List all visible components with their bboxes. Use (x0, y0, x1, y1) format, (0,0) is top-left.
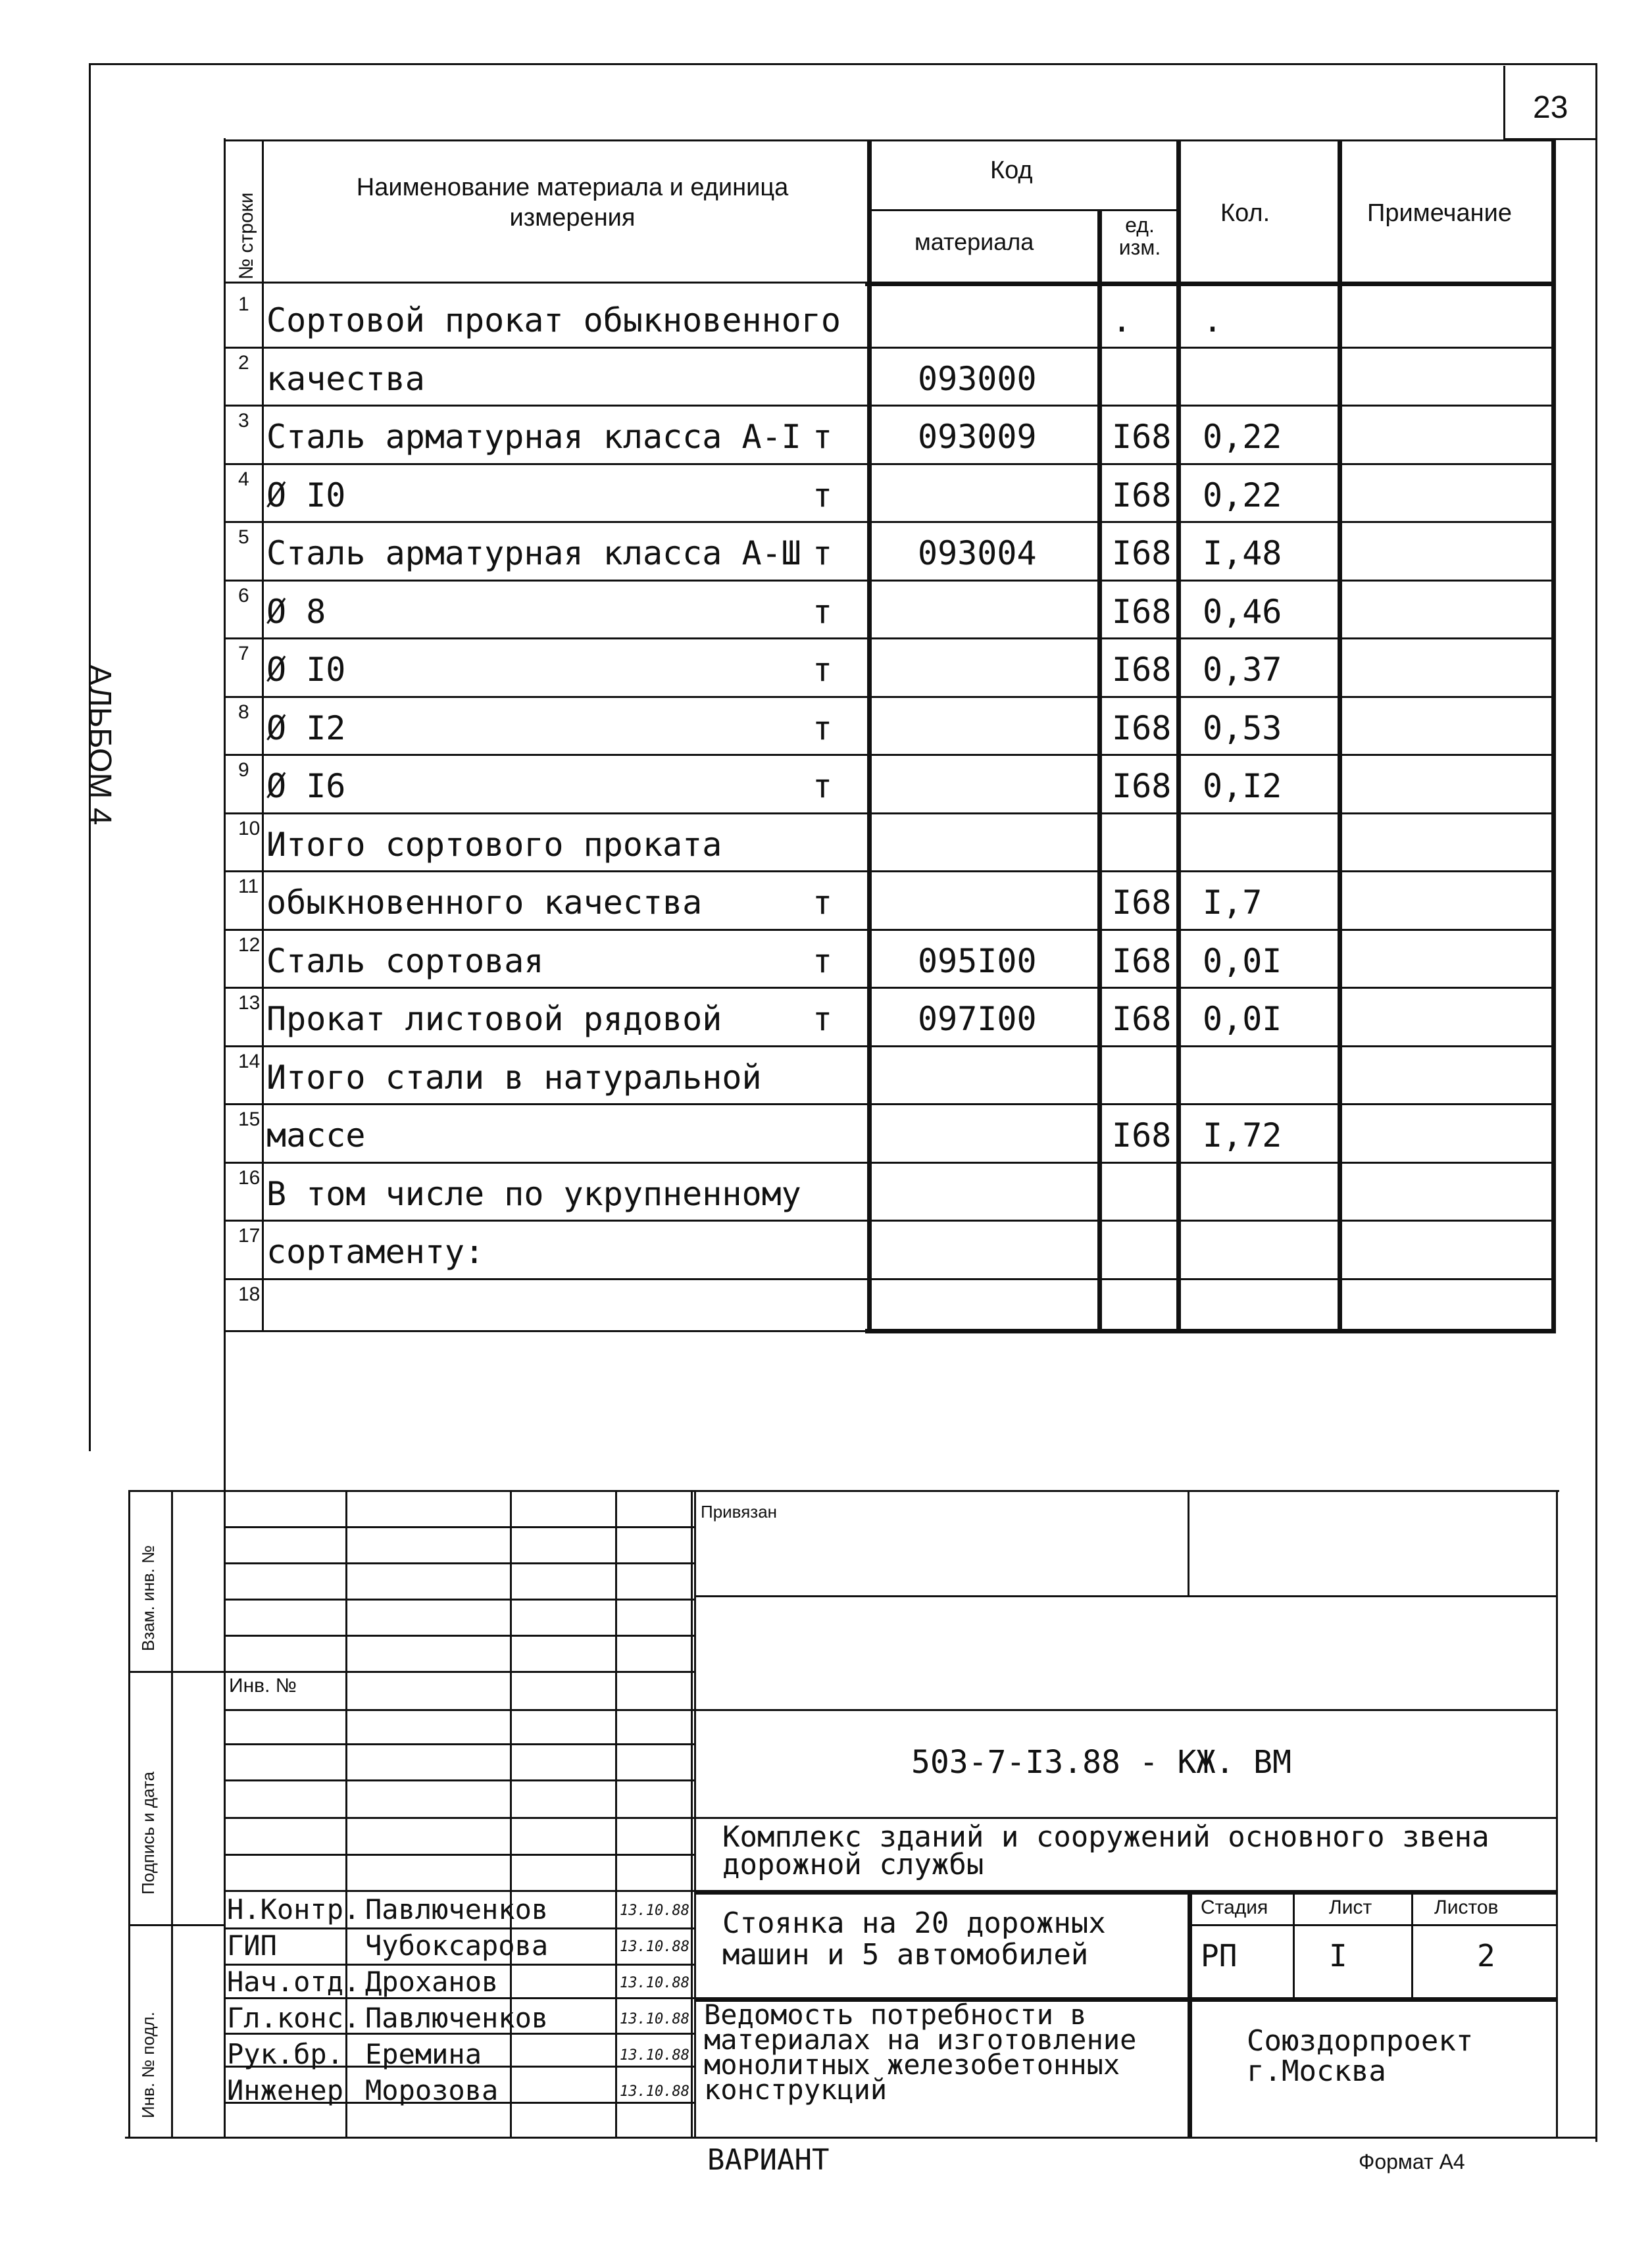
row-divider (224, 987, 1553, 989)
frame-left-inner (224, 138, 226, 2138)
project-title: Комплекс зданий и сооружений основного звена дорожной службы (722, 1820, 1489, 1881)
col-rownum-right (262, 139, 264, 1330)
revision-grid-line (224, 1671, 694, 1673)
row-divider (224, 1162, 1553, 1164)
row-unit-code: I68 (1112, 883, 1172, 922)
row-divider (224, 1045, 1553, 1047)
row-divider (224, 870, 1553, 872)
row-qty: 0,37 (1203, 651, 1282, 689)
table-header-bottom (865, 282, 1556, 286)
tb-col-sheet (1293, 1890, 1295, 1997)
header-unit-code: ед. изм. (1118, 213, 1161, 259)
frame-right (1595, 63, 1597, 2142)
row-number: 15 (238, 1108, 261, 1130)
tb-line-1 (694, 1595, 1556, 1597)
rev-col-d (691, 1490, 693, 2138)
row-number: 17 (238, 1225, 261, 1247)
signer-name: Еремина (365, 2038, 482, 2070)
table-header-bottom-left (224, 282, 868, 284)
row-divider (224, 696, 1553, 698)
revision-grid-line (224, 1526, 694, 1528)
row-unit: т (813, 651, 833, 689)
stage-value: РП (1201, 1938, 1238, 1974)
signer-role: Инженер (227, 2074, 344, 2106)
tb-line-3 (694, 1817, 1556, 1819)
page-number: 23 (1533, 90, 1568, 125)
row-qty: 0,0I (1203, 1000, 1282, 1038)
row-qty: I,7 (1203, 883, 1263, 922)
signer-name: Павлюченков (365, 1893, 549, 1926)
tb-line-4 (694, 1890, 1556, 1895)
signer-role: Н.Контр. (227, 1893, 361, 1926)
rev-col-b (510, 1490, 512, 2138)
header-row-no: № строки (236, 192, 257, 280)
row-unit: т (813, 418, 833, 456)
row-material-code: 093000 (918, 359, 1037, 398)
row-divider (224, 521, 1553, 523)
row-divider (224, 637, 1553, 639)
signer-name: Чубоксарова (365, 1929, 549, 1962)
row-divider (224, 754, 1553, 756)
row-number: 9 (238, 759, 249, 781)
row-divider (224, 812, 1553, 814)
row-name: Итого стали в натуральной (266, 1058, 762, 1097)
row-unit-code: I68 (1112, 418, 1172, 456)
row-unit: т (813, 1000, 833, 1038)
row-material-code: 095I00 (918, 941, 1037, 980)
revision-grid-line (224, 1599, 694, 1601)
row-number: 10 (238, 817, 261, 839)
row-divider (224, 1220, 1553, 1222)
row-qty: 0,53 (1203, 708, 1282, 747)
row-unit-code: I68 (1112, 651, 1172, 689)
tb-right (1556, 1490, 1558, 2138)
row-divider (224, 347, 1553, 349)
stage-label: Стадия (1201, 1897, 1268, 1918)
row-name: сортаменту: (266, 1233, 485, 1271)
row-qty: 0,22 (1203, 476, 1282, 514)
signer-date: 13.10.88 (620, 1975, 689, 1991)
page-number-box-left (1503, 66, 1505, 138)
row-unit: т (813, 767, 833, 805)
row-name: Ø 8 (266, 592, 326, 631)
row-unit: т (813, 534, 833, 572)
doc-code: 503-7-I3.88 - КЖ. ВМ (911, 1744, 1291, 1781)
variant-label: ВАРИАНТ (707, 2143, 830, 2177)
rev-col-c (615, 1490, 617, 2138)
row-name: Итого сортового проката (266, 825, 722, 864)
row-divider (224, 580, 1553, 582)
header-name: Наименование материала и единица измерения (356, 174, 789, 232)
revision-grid-line (224, 1743, 694, 1745)
sheet-label: Лист (1329, 1897, 1372, 1918)
stamp-split-1 (128, 1671, 224, 1673)
row-unit: т (813, 941, 833, 980)
revision-grid-line (224, 1562, 694, 1564)
format-label: Формат А4 (1359, 2150, 1465, 2174)
tb-main-left (694, 1490, 696, 2138)
signer-role: Рук.бр. (227, 2038, 344, 2070)
row-name: обыкновенного качества (266, 883, 703, 922)
row-unit-code: I68 (1112, 708, 1172, 747)
signer-date: 13.10.88 (620, 1902, 689, 1919)
row-unit: т (813, 592, 833, 631)
rev-col-a (345, 1490, 347, 2138)
header-material-code: материала (914, 228, 1034, 255)
col-note-right (1551, 139, 1556, 1331)
tb-stage-header-bottom (1188, 1924, 1556, 1926)
object-title: Стоянка на 20 дорожных машин и 5 автомобилей (722, 1906, 1106, 1972)
row-number: 6 (238, 584, 249, 607)
signer-name: Дроханов (365, 1966, 499, 1998)
row-unit: т (813, 476, 833, 514)
row-unit-code: I68 (1112, 1116, 1172, 1155)
tb-line-5 (694, 1997, 1556, 2002)
revision-grid-line (224, 1817, 694, 1819)
stamp-split-2 (128, 1924, 224, 1926)
revision-grid-line (224, 1709, 694, 1711)
row-number: 8 (238, 701, 249, 723)
row-name: Сортовой прокат обыкновенного (266, 301, 841, 339)
frame-top (89, 63, 1595, 65)
tb-privyazan-split (1188, 1490, 1189, 1595)
stamp-col-2 (171, 1490, 173, 2138)
row-qty: 0,I2 (1203, 767, 1282, 805)
row-number: 2 (238, 351, 249, 374)
sheet-title: Ведомость потребности в материалах на изготовление монолитных железобетонных конструкций (704, 2002, 1137, 2106)
row-qty: I,72 (1203, 1116, 1282, 1155)
row-unit-code: I68 (1112, 1000, 1172, 1038)
row-name: Прокат листовой рядовой (266, 1000, 722, 1038)
row-unit: т (813, 883, 833, 922)
row-number: 12 (238, 933, 261, 956)
stamp-top (128, 1490, 1559, 1492)
header-qty: Кол. (1220, 199, 1270, 227)
table-body-bottom (865, 1329, 1556, 1333)
row-name: Ø I2 (266, 708, 346, 747)
row-name: Ø I0 (266, 476, 346, 514)
organization: Союздорпроект г.Москва (1247, 2024, 1474, 2088)
row-number: 16 (238, 1166, 261, 1189)
row-divider (224, 405, 1553, 407)
sheets-value: 2 (1477, 1938, 1495, 1974)
row-divider (224, 929, 1553, 931)
row-material-code: 093009 (918, 418, 1037, 456)
revision-grid-line (224, 1854, 694, 1856)
revision-grid-line (224, 1779, 694, 1781)
row-number: 18 (238, 1283, 261, 1305)
row-unit: т (813, 708, 833, 747)
tb-col-sheets (1411, 1890, 1413, 1997)
row-qty: 0,22 (1203, 418, 1282, 456)
row-number: 3 (238, 410, 249, 432)
sheet-value: I (1329, 1938, 1347, 1974)
row-unit-code: I68 (1112, 767, 1172, 805)
row-name: Ø I6 (266, 767, 346, 805)
row-unit-code: I68 (1112, 534, 1172, 572)
row-name: качества (266, 359, 425, 398)
row-unit-code: I68 (1112, 592, 1172, 631)
row-name: массе (266, 1116, 366, 1155)
row-divider (224, 1278, 1553, 1280)
row-unit-code: I68 (1112, 941, 1172, 980)
revision-grid-line (224, 1890, 694, 1892)
col-qty-right (1338, 139, 1342, 1331)
row-number: 11 (238, 876, 259, 897)
signer-date: 13.10.88 (620, 2083, 689, 2100)
table-header-split (872, 209, 1181, 211)
row-number: 1 (238, 293, 249, 315)
row-divider (224, 463, 1553, 465)
side-album-label: АЛЬБОМ 4 (82, 664, 117, 826)
row-name: Сталь арматурная класса А-I (266, 418, 801, 456)
row-unit-code: . (1112, 301, 1132, 339)
stamp-podpis: Подпись и дата (138, 1771, 158, 1895)
row-material-code: 093004 (918, 534, 1037, 572)
privyazan-label: Привязан (701, 1502, 778, 1522)
row-name: Сталь сортовая (266, 941, 544, 980)
inv-no-label: Инв. № (229, 1675, 297, 1697)
sheets-label: Листов (1434, 1897, 1499, 1918)
signer-role: ГИП (227, 1929, 277, 1962)
signer-date: 13.10.88 (620, 1939, 689, 1955)
row-qty: . (1203, 301, 1223, 339)
row-number: 7 (238, 643, 249, 664)
row-name: Ø I0 (266, 651, 346, 689)
row-divider (224, 1103, 1553, 1105)
col-name-right (867, 139, 872, 1333)
stamp-vzam: Взам. инв. № (138, 1545, 158, 1651)
col-unitcode-right (1176, 139, 1181, 1331)
row-qty: 0,0I (1203, 941, 1282, 980)
header-note: Примечание (1367, 199, 1512, 227)
row-number: 13 (238, 992, 261, 1014)
row-qty: 0,46 (1203, 592, 1282, 631)
signer-date: 13.10.88 (620, 2047, 689, 2064)
stamp-inv-podl: Инв. № подл. (138, 2012, 158, 2118)
row-unit-code: I68 (1112, 476, 1172, 514)
table-header-top (224, 139, 1556, 141)
row-name: В том числе по укрупненному (266, 1174, 801, 1213)
signer-date: 13.10.88 (620, 2011, 689, 2027)
signer-role: Гл.конс. (227, 2002, 361, 2034)
table-body-bottom-left (224, 1330, 868, 1332)
row-number: 4 (238, 468, 249, 490)
revision-grid-line (224, 1635, 694, 1637)
header-code: Код (990, 157, 1033, 184)
row-number: 14 (238, 1050, 261, 1072)
row-qty: I,48 (1203, 534, 1282, 572)
tb-line-2 (694, 1709, 1556, 1711)
row-name: Сталь арматурная класса А-Ш (266, 534, 801, 572)
signer-name: Павлюченков (365, 2002, 549, 2034)
signer-name: Морозова (365, 2074, 499, 2106)
tb-col-stage (1188, 1890, 1192, 2137)
signer-role: Нач.отд. (227, 1966, 361, 1998)
row-number: 5 (238, 526, 249, 548)
stamp-col-1 (128, 1490, 130, 2138)
row-material-code: 097I00 (918, 1000, 1037, 1038)
